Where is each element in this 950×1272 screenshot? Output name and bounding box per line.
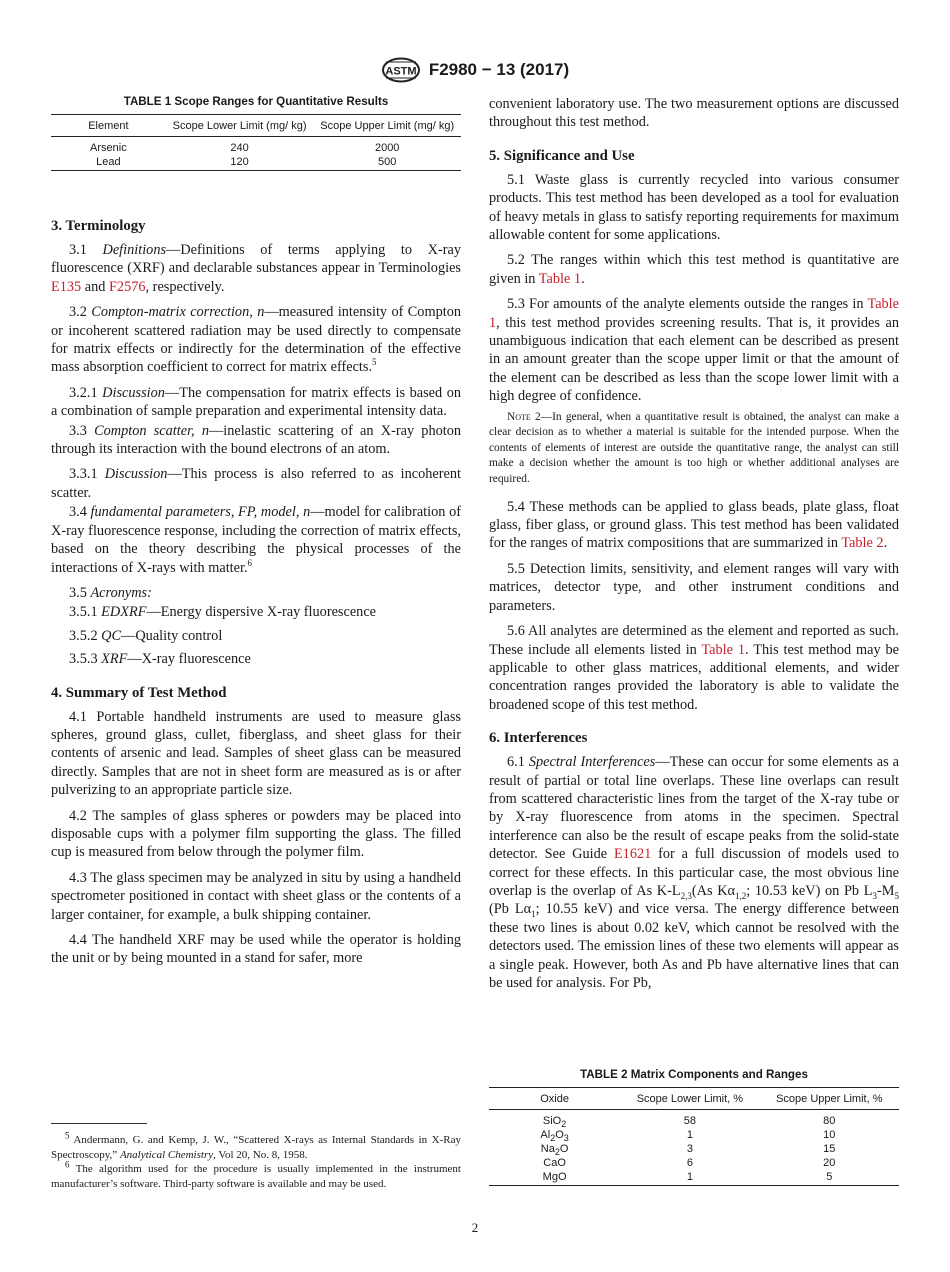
table-row — [489, 1128, 899, 1142]
footnote-mark: 6 — [247, 557, 253, 568]
paragraph-5-2: 5.2 The ranges within which this test method is quantitative are given in Table 1. — [489, 252, 899, 287]
astm-logo-icon — [381, 57, 421, 83]
table-row — [489, 1170, 899, 1186]
reference-link[interactable]: F2576 — [108, 278, 146, 295]
table-cell: Lead — [51, 155, 166, 171]
e1621-link[interactable]: E1621 — [613, 846, 652, 863]
table-cell: 120 — [166, 155, 314, 171]
standard-id: F2980 − 13 (2017) — [428, 60, 570, 79]
oxide-cell: SiO$_2$ — [542, 1115, 567, 1130]
footnote-6: $^6$ The algorithm used for the procedure is usually implemented in the instrument manufacturer’s software. Third-party software is available and may be used. — [51, 1159, 461, 1190]
table-header-cell: Element — [51, 115, 166, 137]
note-2: Note 2—In general, when a quantitative result is obtained, the analyst can make a clear decision as to whether a material is suitable for the intended purpose. When the contents of elements of interest are outside the quantitative range, the analyst can still make a decision whether the amount is too high or whether additional analyses are required. — [489, 410, 899, 486]
paragraph-3-2: 3.2 Compton-matrix correction, n—measured intensity of Compton or incoherent scattered radiation may be used directly to compensate for matrix effects or indirectly for the determination of the effective mass absorption coefficient to correct for matrix effects.$^5$ — [51, 304, 461, 376]
table-cell: 1 — [620, 1170, 759, 1186]
table-header-cell: Scope Upper Limit (mg/ kg) — [313, 115, 461, 137]
table-cell: 3 — [686, 1143, 693, 1155]
table-header-cell: Scope Upper Limit, % — [760, 1088, 899, 1110]
table-cell: 1 — [686, 1129, 693, 1141]
table-row — [51, 137, 461, 156]
footnotes — [51, 1123, 461, 1191]
paragraph-3-1: 3.1 Definitions—Definitions of terms applying to X-ray fluorescence (XRF) and declarable substances appear in Terminologies E135 and F2576, respectively. — [51, 242, 461, 295]
table-2-grid — [489, 1087, 899, 1186]
paragraph-5-1: 5.1 Waste glass is currently recycled into various consumer products. This test method has been developed as a tool for evaluation of heavy metals in glass to satisfy reporting requirements for maximum allowable content for some applications. — [489, 171, 899, 244]
table-header-cell: Scope Lower Limit (mg/ kg) — [166, 115, 314, 137]
table-cell: 6 — [686, 1157, 693, 1169]
table-cell: 15 — [823, 1143, 836, 1155]
page-number: 2 — [471, 1220, 479, 1235]
paragraph-4-1: 4.1 Portable handheld instruments are used to measure glass spheres, ground glass, cullet, fiberglass, and sheet glass for their contents of arsenic and lead. Samples of sheet glass can be measured directly. Samples that are not in sheet form are measured as is or after pulverizing to an appropriate particle size. — [51, 708, 461, 799]
table-cell: 2000 — [374, 142, 400, 154]
table-row — [489, 1142, 899, 1156]
page-header — [0, 57, 950, 83]
table-cell: 5 — [760, 1170, 899, 1186]
table-cell: 20 — [823, 1157, 836, 1169]
paragraph-3-4: 3.4 fundamental parameters, FP, model, n—model for calibration of X-ray fluorescence response, including the correction of matrix effects, based on the theory describing the physical processes of the interactions of X-rays with matter.$^6$ — [51, 504, 461, 576]
paragraph-4-4: 4.4 The handheld XRF may be used while the operator is holding the unit or by being mounted in a stand for safer, more — [51, 932, 461, 967]
section-heading-interferences: 6. Interferences — [489, 730, 588, 747]
table-1-link[interactable]: Table 1 — [701, 641, 746, 658]
oxide-cell: CaO — [543, 1157, 566, 1169]
reference-link[interactable]: E135 — [51, 278, 82, 295]
section-heading-terminology: 3. Terminology — [51, 218, 146, 234]
oxide-cell: $Na_2O$ — [540, 1143, 569, 1158]
left-column — [51, 95, 461, 975]
paragraph-4-4-continued: convenient laboratory use. The two measurement options are discussed throughout this test method. — [489, 96, 899, 131]
table-header-cell: Scope Lower Limit, % — [620, 1088, 759, 1110]
footnote-5: $^5$ Andermann, G. and Kemp, J. W., “Scattered X-rays as Internal Standards in X-Ray Spectroscopy,” Analytical Chemistry, Vol 20, No. 8, 1958. — [51, 1130, 461, 1161]
paragraph-3-3-1: 3.3.1 Discussion—This process is also referred to as incoherent scatter. — [51, 466, 461, 501]
table-row — [489, 1110, 899, 1129]
table-2-link[interactable]: Table 2 — [841, 535, 884, 552]
footnote-mark: 5 — [372, 357, 377, 368]
paragraph-3-5-3: 3.5.3 XRF—X-ray fluorescence — [69, 651, 251, 668]
table-cell: 58 — [683, 1115, 696, 1127]
paragraph-3-5-2: 3.5.2 QC—Quality control — [69, 627, 223, 644]
paragraph-5-6: 5.6 All analytes are determined as the element and reported as such. These include all elements listed in Table 1. This test method may be applicable to other glass matrices, additional elements, and wider concentration ranges provided the laboratory is able to validate the broadened scope of this test method. — [489, 623, 899, 713]
paragraph-6-1: 6.1 Spectral Interferences—These can occur for some elements as a result of partial or total line overlaps. These line overlaps can result from scattered characteristic lines from the target of the X-ray tube or by X-ray fluorescence from atoms in the specimen. Spectral interference can also be the result of escape peaks from the solid-state detector. See Guide E1621 for a full discussion of models used to correct for these effects. In this particular case, the most obvious line overlap is the overlap of As $K-L_{2,3}(As$ $K\alpha_{1,2}$; 10.53 keV) on Pb $L_3-M_5$ (Pb $L\alpha_1$; 10.55 keV) and vice versa. The energy difference between these two lines is about 0.02 keV, which cannot be resolved with the detectors used. The emission lines of these two elements will appear as a single peak. However, both As and Pb have alternative lines that can be used for analysis. For Pb, — [489, 754, 899, 991]
paragraph-5-3: 5.3 For amounts of the analyte elements outside the ranges in Table 1, this test method provides screening results. That is, it provides an unambiguous indication that each element can be described as present in an amount greater than the scope upper limit or that the amount of the element can be described as less than the scope lower limit with a high degree of confidence. — [489, 296, 899, 405]
svg-text:ASTM: ASTM — [385, 65, 417, 78]
paragraph-3-3: 3.3 Compton scatter, n—inelastic scattering of an X-ray photon through its interaction with the bound electrons of an atom. — [51, 422, 462, 458]
table-header-cell: Oxide — [489, 1088, 620, 1110]
paragraph-4-3: 4.3 The glass specimen may be analyzed in situ by using a handheld spectrometer positioned in contact with sheet glass or the contents of a larger container, for example, a bulk shipping container. — [51, 869, 461, 923]
table-cell: 500 — [313, 155, 461, 171]
paragraph-3-5-1: 3.5.1 EDXRF—Energy dispersive X-ray fluorescence — [69, 604, 377, 621]
table-2 — [489, 1068, 899, 1186]
table-1 — [51, 95, 461, 171]
paragraph-5-4: 5.4 These methods can be applied to glass beads, plate glass, float glass, fiber glass, or ground glass. This test method has been validated for the ranges of matrix compositions that are summarized in Table 2. — [489, 498, 899, 552]
paragraph-3-5: 3.5 Acronyms: — [69, 584, 152, 601]
table-1-link[interactable]: Table 1 — [538, 270, 582, 287]
paragraph-5-5: 5.5 Detection limits, sensitivity, and element ranges will vary with matrices, detector type, and other instrument conditions and parameters. — [489, 560, 899, 614]
table-cell: 240 — [230, 142, 249, 154]
table-cell: 10 — [823, 1129, 836, 1141]
footnote-rule — [51, 1123, 147, 1124]
table-1-grid — [51, 114, 461, 171]
table-2-title: TABLE 2 Matrix Components and Ranges — [580, 1068, 808, 1081]
right-column — [489, 95, 899, 999]
paragraph-4-2: 4.2 The samples of glass spheres or powders may be placed into disposable cups with a polymer film supporting the glass. The filled cup is measured from below through the polymer film. — [51, 807, 461, 861]
table-row — [489, 1156, 899, 1170]
oxide-cell: MgO — [489, 1170, 620, 1186]
table-cell: 80 — [823, 1115, 836, 1127]
table-row — [51, 155, 461, 171]
oxide-cell: $Al_2O_3$ — [540, 1129, 569, 1144]
table-1-title: TABLE 1 Scope Ranges for Quantitative Results — [123, 95, 389, 108]
section-heading-summary: 4. Summary of Test Method — [51, 684, 227, 701]
table-cell: Arsenic — [90, 142, 127, 154]
paragraph-3-2-1: 3.2.1 Discussion—The compensation for matrix effects is based on a combination of sample preparation and experimental intensity data. — [51, 384, 461, 420]
table-1-link[interactable]: Table 1 — [489, 296, 899, 331]
section-heading-significance: 5. Significance and Use — [489, 147, 635, 164]
